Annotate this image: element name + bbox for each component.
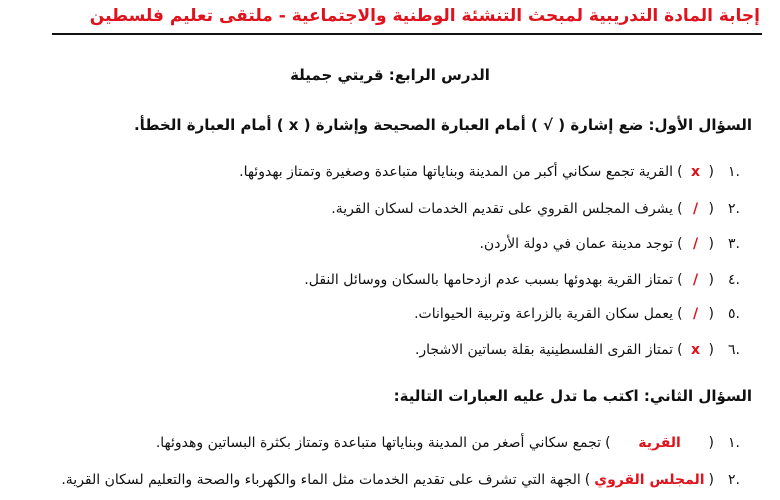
close-paren: ) — [584, 472, 591, 488]
q2-item — [61, 468, 740, 492]
lesson-title-text: الدرس الرابع: قريتي جميلة — [290, 66, 490, 84]
answer-mark: / — [692, 306, 699, 322]
question1-heading: السؤال الأول: ضع إشارة ( √ ) أمام العبارة الصحيحة وإشارة ( x ) أمام العبارة الخطأ. — [133, 116, 752, 134]
item-number: .٢ — [728, 472, 740, 488]
answer-mark: x — [691, 342, 701, 358]
q1-item — [304, 268, 740, 292]
open-paren: ( — [708, 342, 714, 358]
item-number: .٥ — [728, 306, 740, 322]
close-paren: ) — [677, 342, 683, 358]
close-paren: ) — [677, 201, 683, 217]
answer-mark: x — [691, 164, 701, 180]
item-number: .١ — [728, 435, 740, 451]
answer-mark: / — [692, 272, 699, 288]
open-paren: ( — [708, 435, 714, 451]
item-text: تمتاز القرى الفلسطينية بقلة بساتين الاشجار. — [414, 342, 674, 358]
item-number: .٦ — [728, 342, 740, 358]
answer-term: القرية — [638, 435, 681, 451]
item-number: .٢ — [728, 201, 740, 217]
item-text: توجد مدينة عمان في دولة الأردن. — [479, 236, 674, 252]
item-text: يعمل سكان القرية بالزراعة وتربية الحيوانات. — [414, 306, 674, 322]
close-paren: ) — [677, 306, 683, 322]
open-paren: ( — [708, 201, 714, 217]
item-number: .١ — [728, 164, 740, 180]
q1-item — [414, 302, 740, 326]
q1-item — [331, 197, 740, 221]
item-number: .٤ — [728, 272, 740, 288]
answer-mark: / — [692, 201, 699, 217]
close-paren: ) — [677, 272, 683, 288]
question2-heading: السؤال الثاني: اكتب ما تدل عليه العبارات التالية: — [393, 387, 752, 405]
item-text: تمتاز القرية بهدوئها بسبب عدم ازدحامها بالسكان ووسائل النقل. — [304, 272, 674, 288]
item-text: القرية تجمع سكاني أكبر من المدينة وبناياتها متباعدة وصغيرة وتمتاز بهدوئها. — [239, 164, 674, 180]
q1-item — [479, 232, 740, 256]
open-paren: ( — [708, 272, 714, 288]
lesson-title — [0, 66, 780, 84]
item-number: .٣ — [728, 236, 740, 252]
header-divider — [52, 33, 762, 35]
open-paren: ( — [708, 164, 714, 180]
q1-item — [415, 338, 740, 362]
open-paren: ( — [708, 236, 714, 252]
close-paren: ) — [605, 435, 611, 451]
q2-item — [156, 431, 740, 455]
close-paren: ) — [677, 164, 683, 180]
item-text: يشرف المجلس القروي على تقديم الخدمات لسكان القرية. — [331, 201, 674, 217]
close-paren: ) — [677, 236, 683, 252]
answer-term: المجلس القروي — [594, 472, 705, 488]
answer-mark: / — [692, 236, 699, 252]
header-title: إجابة المادة التدريبية لمبحث التنشئة الوطنية والاجتماعية - ملتقى تعليم فلسطين — [89, 6, 760, 26]
item-text: الجهة التي تشرف على تقديم الخدمات مثل الماء والكهرباء والصحة والتعليم لسكان القرية. — [61, 472, 581, 488]
open-paren: ( — [708, 306, 714, 322]
q1-item — [239, 160, 740, 184]
open-paren: ( — [708, 472, 714, 488]
item-text: تجمع سكاني أصغر من المدينة وبناياتها متباعدة وتمتاز بكثرة البساتين وهدوئها. — [155, 435, 602, 451]
